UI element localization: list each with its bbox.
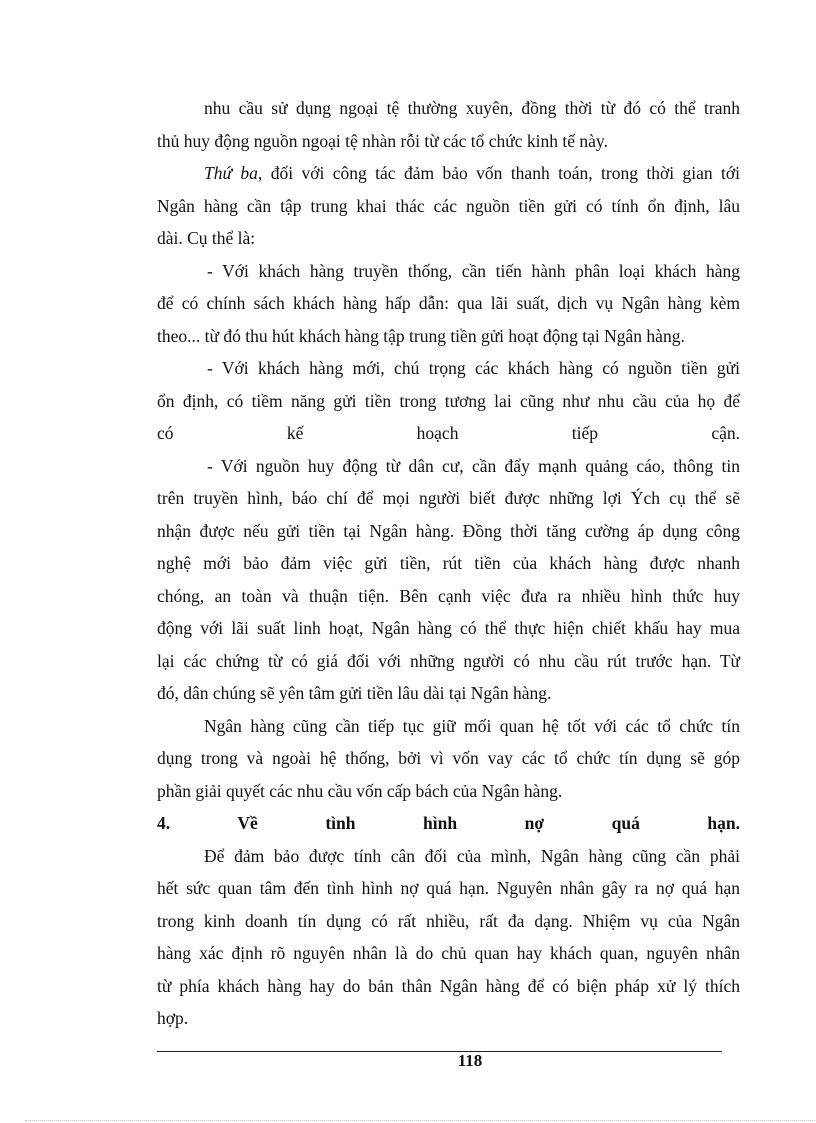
text-line: đó, dân chúng sẽ yên tâm gửi tiền lâu dài tại Ngân hàng. (157, 683, 552, 703)
text-line: từ phía khách hàng hay do bản thân Ngân hàng để có biện pháp xử lý thích (157, 975, 740, 996)
text-line: nhu cầu sử dụng ngoại tệ thường xuyên, đồng thời từ đó có thể tranh (204, 98, 740, 118)
paragraph-2 (157, 157, 740, 255)
text-line: ổn định, có tiềm năng gửi tiền trong tương lai cũng như nhu cầu của họ để (157, 390, 740, 411)
text-line: nhận được nếu gửi tiền tại Ngân hàng. Đồng thời tăng cường áp dụng công (157, 520, 740, 541)
text-line: hợp. (157, 1008, 189, 1028)
text-run: đối với công tác đảm bảo vốn thanh toán, trong thời gian tới (262, 163, 740, 183)
page-bottom-border (25, 1120, 815, 1121)
section-heading (157, 807, 740, 840)
paragraph-5 (157, 450, 740, 710)
text-line (157, 157, 740, 190)
text-line: - Với khách hàng truyền thống, cần tiến hành phân loại khách hàng (207, 260, 740, 281)
text-line: nghệ mới bảo đảm việc gửi tiền, rút tiền của khách hàng được nhanh (157, 553, 740, 573)
text-line: có kế hoạch tiếp cận. (157, 423, 740, 443)
text-line: hàng xác định rõ nguyên nhân là do chủ quan hay khách quan, nguyên nhân (157, 943, 740, 963)
heading-text: 4. Về tình hình nợ quá hạn. (157, 813, 740, 833)
text-line: theo... từ đó thu hút khách hàng tập trung tiền gửi hoạt động tại Ngân hàng. (157, 325, 685, 346)
text-line: Để đảm bảo được tính cân đối của mình, Ngân hàng cũng cần phải (204, 845, 740, 866)
paragraph-6 (157, 710, 740, 808)
paragraph-3 (157, 255, 740, 353)
text-line: phần giải quyết các nhu cầu vốn cấp bách của Ngân hàng. (157, 780, 563, 801)
text-line: động với lãi suất linh hoạt, Ngân hàng có thể thực hiện chiết khấu hay mua (157, 618, 740, 638)
paragraph-7 (157, 840, 740, 1035)
italic-lead: Thứ ba, (204, 163, 263, 183)
text-line: Ngân hàng cũng cần tiếp tục giữ mối quan hệ tốt với các tổ chức tín (204, 715, 740, 736)
text-line: dụng trong và ngoài hệ thống, bởi vì vốn vay các tổ chức tín dụng sẽ góp (157, 748, 740, 768)
text-line: trong kinh doanh tín dụng có rất nhiều, rất đa dạng. Nhiệm vụ của Ngân (157, 910, 740, 931)
paragraph-1 (157, 92, 740, 157)
text-line: - Với khách hàng mới, chú trọng các khách hàng có nguồn tiền gửi (207, 358, 740, 378)
text-line: lại các chứng từ có giá đối với những người có nhu cầu rút trước hạn. Từ (157, 650, 740, 671)
text-line: dài. Cụ thể là: (157, 228, 256, 248)
text-line: - Với nguồn huy động từ dân cư, cần đẩy mạnh quảng cáo, thông tin (207, 455, 740, 476)
paragraph-4 (157, 352, 740, 450)
text-line: chóng, an toàn và thuận tiện. Bên cạnh việc đưa ra nhiều hình thức huy (157, 585, 740, 606)
document-body (157, 92, 740, 1035)
page-number: 118 (457, 1051, 483, 1070)
text-line: thủ huy động nguồn ngoại tệ nhàn rỗi từ các tổ chức kinh tế này. (157, 130, 608, 151)
text-line: Ngân hàng cần tập trung khai thác các nguồn tiền gửi có tính ổn định, lâu (157, 195, 740, 216)
text-line: hết sức quan tâm đến tình hình nợ quá hạn. Nguyên nhân gây ra nợ quá hạn (157, 878, 740, 898)
text-line: để có chính sách khách hàng hấp dẫn: qua lãi suất, dịch vụ Ngân hàng kèm (157, 293, 740, 313)
text-line: trên truyền hình, báo chí để mọi người biết được những lợi Ých cụ thể sẽ (157, 488, 740, 508)
